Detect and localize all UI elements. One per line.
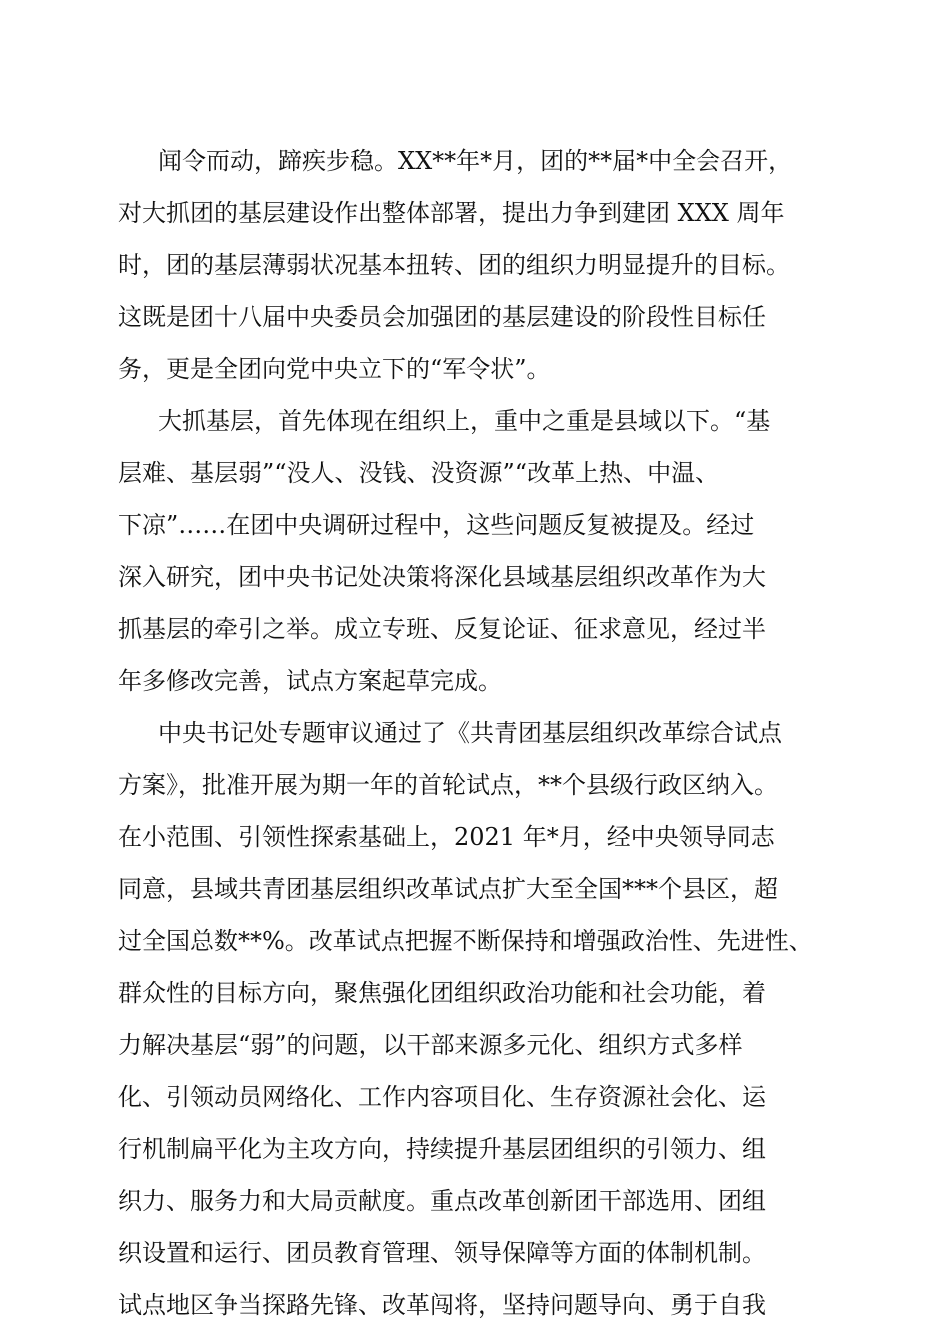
paragraph-line: 同意，县域共青团基层组织改革试点扩大至全国***个县区，超 xyxy=(118,875,778,903)
paragraph-2 xyxy=(118,395,838,707)
document-body xyxy=(118,135,838,1331)
paragraph-line: 年多修改完善，试点方案起草完成。 xyxy=(118,667,502,695)
paragraph-line: 抓基层的牵引之举。成立专班、反复论证、征求意见，经过半 xyxy=(118,615,766,643)
paragraph-line: 在小范围、引领性探索基础上，2021 年*月，经中央领导同志 xyxy=(118,823,775,851)
paragraph-line: 织力、服务力和大局贡献度。重点改革创新团干部选用、团组 xyxy=(118,1187,766,1215)
paragraph-line: 对大抓团的基层建设作出整体部署，提出力争到建团 XXX 周年 xyxy=(118,199,785,227)
paragraph-line: 化、引领动员网络化、工作内容项目化、生存资源社会化、运 xyxy=(118,1083,766,1111)
paragraph-3 xyxy=(118,707,838,1331)
paragraph-line: 下凉”……在团中央调研过程中，这些问题反复被提及。经过 xyxy=(118,511,755,539)
paragraph-line: 行机制扁平化为主攻方向，持续提升基层团组织的引领力、组 xyxy=(118,1135,766,1163)
paragraph-line: 过全国总数**%。改革试点把握不断保持和增强政治性、先进性、 xyxy=(118,927,813,955)
paragraph-line: 方案》，批准开展为期一年的首轮试点，**个县级行政区纳入。 xyxy=(118,771,778,799)
paragraph-line: 层难、基层弱”“没人、没钱、没资源”“改革上热、中温、 xyxy=(118,459,720,487)
paragraph-line: 试点地区争当探路先锋、改革闯将，坚持问题导向、勇于自我 xyxy=(118,1291,766,1319)
paragraph-1 xyxy=(118,135,838,395)
paragraph-line: 织设置和运行、团员教育管理、领导保障等方面的体制机制。 xyxy=(118,1239,766,1267)
paragraph-line: 这既是团十八届中央委员会加强团的基层建设的阶段性目标任 xyxy=(118,303,766,331)
paragraph-line: 群众性的目标方向，聚焦强化团组织政治功能和社会功能，着 xyxy=(118,979,766,1007)
paragraph-line: 闻令而动，蹄疾步稳。XX**年*月，团的**届*中全会召开， xyxy=(158,147,793,175)
paragraph-line: 时，团的基层薄弱状况基本扭转、团的组织力明显提升的目标。 xyxy=(118,251,790,279)
paragraph-line: 大抓基层，首先体现在组织上，重中之重是县域以下。“基 xyxy=(158,407,771,435)
paragraph-line: 力解决基层“弱”的问题，以干部来源多元化、组织方式多样 xyxy=(118,1031,743,1059)
paragraph-line: 中央书记处专题审议通过了《共青团基层组织改革综合试点 xyxy=(158,719,782,747)
paragraph-line: 务，更是全团向党中央立下的“军令状”。 xyxy=(118,355,551,383)
paragraph-line: 深入研究，团中央书记处决策将深化县域基层组织改革作为大 xyxy=(118,563,766,591)
